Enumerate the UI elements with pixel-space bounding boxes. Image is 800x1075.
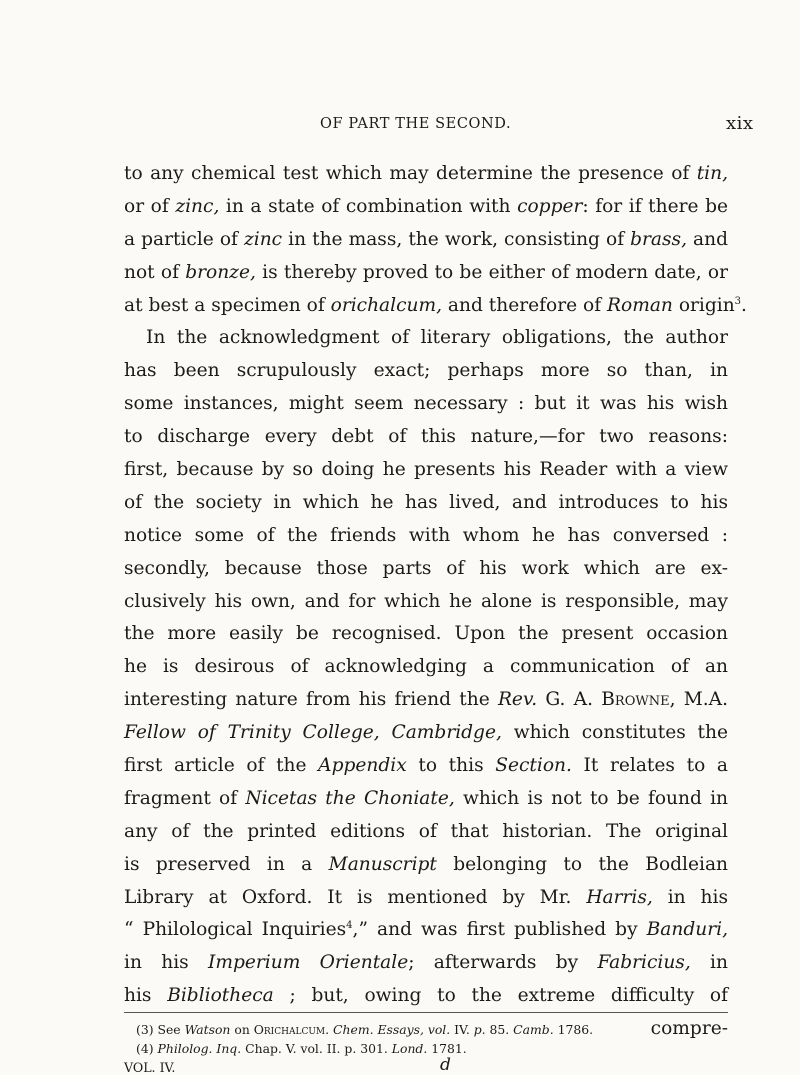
text-line: first, because by so doing he presents his Reader with a view <box>124 459 728 481</box>
text-line: at best a specimen of orichalcum, and therefore of Roman origin$^3$. <box>124 294 747 316</box>
text-line: Library at Oxford. It is mentioned by Mr. Harris, in his <box>124 886 728 908</box>
volume-label: VOL. IV. <box>124 1060 176 1075</box>
text-line: notice some of the friends with whom he has conversed : <box>124 524 728 546</box>
text-line: clusively his own, and for which he alone is responsible, may <box>124 590 728 612</box>
signature-mark: d <box>440 1055 451 1075</box>
text-line: first article of the Appendix to this Section. It relates to a <box>124 755 728 777</box>
text-line: is preserved in a Manuscript belonging to the Bodleian <box>124 853 729 875</box>
text-line: or of zinc, in a state of combination with copper: for if there be <box>124 195 728 217</box>
text-line: to any chemical test which may determine the presence of tin, <box>124 163 728 184</box>
page-number: xix <box>726 113 754 134</box>
text-line: the more easily be recognised. Upon the present occasion <box>124 623 728 645</box>
text-line: In the acknowledgment of literary obligations, the author <box>146 327 728 349</box>
text-line: “ Philological Inquiries$^4$,” and was first published by Banduri, <box>124 919 728 941</box>
text-line: has been scrupulously exact; perhaps more so than, in <box>124 360 728 382</box>
text-line: interesting nature from his friend the Rev. G. A. Browne, M.A. <box>124 689 729 711</box>
running-head: OF PART THE SECOND. <box>320 116 512 132</box>
text-line: in his Imperium Orientale; afterwards by Fabricius, in <box>124 952 728 974</box>
footnote-4: (4) Philolog. Inq. Chap. V. vol. II. p. 301. Lond. 1781. <box>136 1041 467 1056</box>
body-text <box>124 158 747 1046</box>
text-line: Fellow of Trinity College, Cambridge, which constitutes the <box>124 722 729 744</box>
footnote-rule <box>124 1012 728 1013</box>
text-line: fragment of Nicetas the Choniate, which is not to be found in <box>124 787 729 809</box>
text-line: secondly, because those parts of his work which are ex- <box>124 557 728 579</box>
text-line: he is desirous of acknowledging a communication of an <box>124 656 728 678</box>
text-line: some instances, might seem necessary : but it was his wish <box>124 393 728 415</box>
footnote-3: (3) See Watson on Orichalcum. Chem. Essays, vol. IV. p. 85. Camb. 1786. <box>136 1022 594 1037</box>
text-line: a particle of zinc in the mass, the work, consisting of brass, and <box>124 228 729 250</box>
text-line: of the society in which he has lived, and introduces to his <box>124 491 728 513</box>
text-line: not of bronze, is thereby proved to be either of modern date, or <box>124 261 728 283</box>
text-line: to discharge every debt of this nature,—for two reasons: <box>124 426 728 448</box>
text-line: any of the printed editions of that historian. The original <box>124 820 728 842</box>
text-line: his Bibliotheca ; but, owing to the extreme difficulty of <box>124 985 728 1007</box>
text-line: compre- <box>650 1018 728 1040</box>
